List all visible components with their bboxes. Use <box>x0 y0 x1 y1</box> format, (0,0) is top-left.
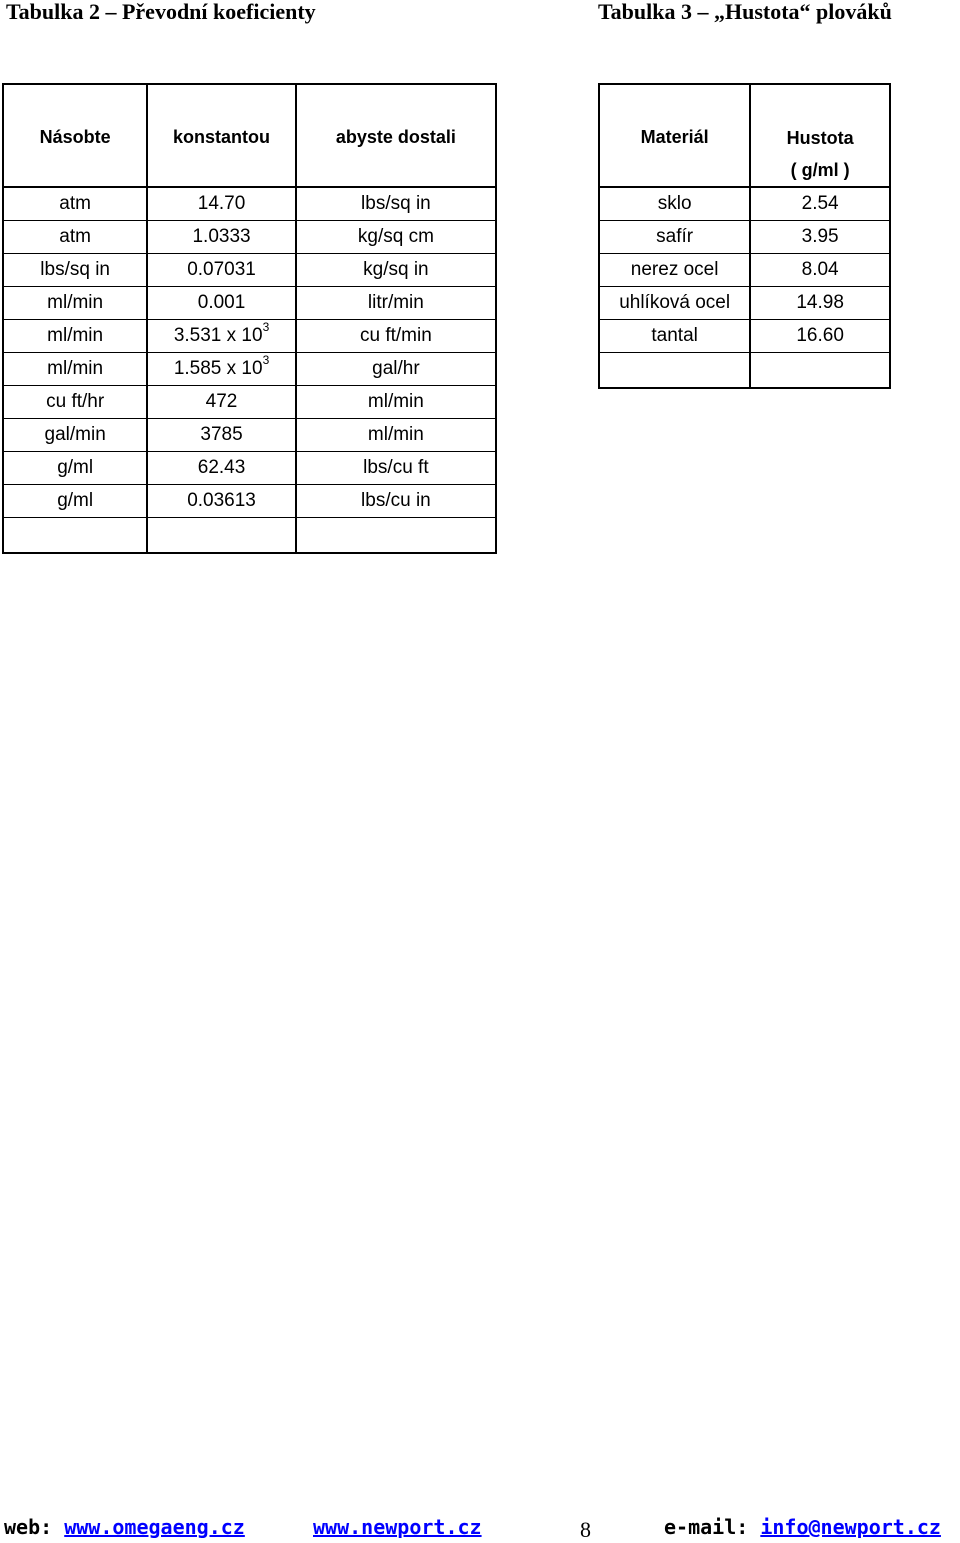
density-header-unit: ( g/ml ) <box>790 160 850 180</box>
footer-email-link[interactable]: info@newport.cz <box>760 1515 941 1539</box>
cell-from-unit: ml/min <box>3 353 147 386</box>
factor-value: 0.07031 <box>187 259 256 280</box>
cell-factor <box>147 221 296 254</box>
column-header-result: abyste dostali <box>296 84 496 187</box>
table-row <box>3 320 496 353</box>
cell-from-unit: g/ml <box>3 452 147 485</box>
cell-density: 2.54 <box>750 187 890 221</box>
table-row <box>599 254 890 287</box>
table-row <box>3 452 496 485</box>
column-header-multiply: Násobte <box>3 84 147 187</box>
conversion-factors-table <box>2 83 497 554</box>
empty-cell <box>296 518 496 554</box>
factor-exponent: 3 <box>262 320 270 334</box>
cell-to-unit: lbs/cu ft <box>296 452 496 485</box>
table-row <box>599 320 890 353</box>
cell-to-unit: gal/hr <box>296 353 496 386</box>
footer-email <box>664 1515 941 1539</box>
footer-web-label: web: <box>4 1515 65 1539</box>
factor-value: 472 <box>205 391 238 412</box>
table-row <box>3 485 496 518</box>
cell-from-unit: ml/min <box>3 320 147 353</box>
table-row <box>3 386 496 419</box>
footer-web <box>4 1515 245 1539</box>
footer-link-omegaeng[interactable]: www.omegaeng.cz <box>64 1515 245 1539</box>
float-density-table <box>598 83 891 389</box>
page-footer <box>0 1515 960 1541</box>
cell-from-unit: g/ml <box>3 485 147 518</box>
cell-factor <box>147 485 296 518</box>
cell-factor <box>147 287 296 320</box>
cell-material: nerez ocel <box>599 254 750 287</box>
table-row <box>3 287 496 320</box>
cell-factor <box>147 452 296 485</box>
cell-factor <box>147 419 296 452</box>
cell-to-unit: ml/min <box>296 386 496 419</box>
page-number: 8 <box>580 1517 591 1542</box>
cell-material: tantal <box>599 320 750 353</box>
table-row <box>3 419 496 452</box>
factor-value: 0.03613 <box>187 490 256 511</box>
factor-value: 62.43 <box>197 457 246 478</box>
table-row <box>3 187 496 221</box>
cell-from-unit: lbs/sq in <box>3 254 147 287</box>
cell-to-unit: lbs/sq in <box>296 187 496 221</box>
cell-density: 14.98 <box>750 287 890 320</box>
cell-density: 16.60 <box>750 320 890 353</box>
cell-from-unit: cu ft/hr <box>3 386 147 419</box>
factor-value: 14.70 <box>197 193 246 214</box>
cell-density: 3.95 <box>750 221 890 254</box>
column-header-constant: konstantou <box>147 84 296 187</box>
cell-factor <box>147 320 296 353</box>
factor-value: 3785 <box>200 424 243 445</box>
empty-cell <box>3 518 147 554</box>
cell-to-unit: kg/sq in <box>296 254 496 287</box>
cell-to-unit: lbs/cu in <box>296 485 496 518</box>
cell-to-unit: ml/min <box>296 419 496 452</box>
cell-to-unit: kg/sq cm <box>296 221 496 254</box>
cell-to-unit: cu ft/min <box>296 320 496 353</box>
empty-cell <box>599 353 750 389</box>
density-table-title: Tabulka 3 – „Hustota“ plováků <box>598 0 892 24</box>
cell-density: 8.04 <box>750 254 890 287</box>
column-header-density <box>750 84 890 187</box>
empty-cell <box>750 353 890 389</box>
table-row <box>599 187 890 221</box>
cell-material: sklo <box>599 187 750 221</box>
conversion-table-title: Tabulka 2 – Převodní koeficienty <box>6 0 316 24</box>
table-row <box>599 221 890 254</box>
density-header-label: Hustota <box>786 128 854 148</box>
cell-material: uhlíková ocel <box>599 287 750 320</box>
cell-from-unit: atm <box>3 187 147 221</box>
cell-material: safír <box>599 221 750 254</box>
cell-factor <box>147 254 296 287</box>
table-spacer-row <box>3 518 496 554</box>
cell-factor <box>147 386 296 419</box>
table-spacer-row <box>599 353 890 389</box>
cell-factor <box>147 353 296 386</box>
footer-link-newport[interactable]: www.newport.cz <box>313 1515 482 1539</box>
table-row <box>3 353 496 386</box>
cell-to-unit: litr/min <box>296 287 496 320</box>
table-row <box>3 221 496 254</box>
cell-factor <box>147 187 296 221</box>
factor-value: 3.531 x 10 <box>173 325 263 346</box>
table-row <box>3 254 496 287</box>
cell-from-unit: gal/min <box>3 419 147 452</box>
column-header-material: Materiál <box>599 84 750 187</box>
table-row <box>599 287 890 320</box>
cell-from-unit: atm <box>3 221 147 254</box>
empty-cell <box>147 518 296 554</box>
footer-email-label: e-mail: <box>664 1515 761 1539</box>
factor-value: 1.0333 <box>192 226 251 247</box>
factor-exponent: 3 <box>262 353 270 367</box>
factor-value: 1.585 x 10 <box>173 358 263 379</box>
cell-from-unit: ml/min <box>3 287 147 320</box>
factor-value: 0.001 <box>197 292 246 313</box>
